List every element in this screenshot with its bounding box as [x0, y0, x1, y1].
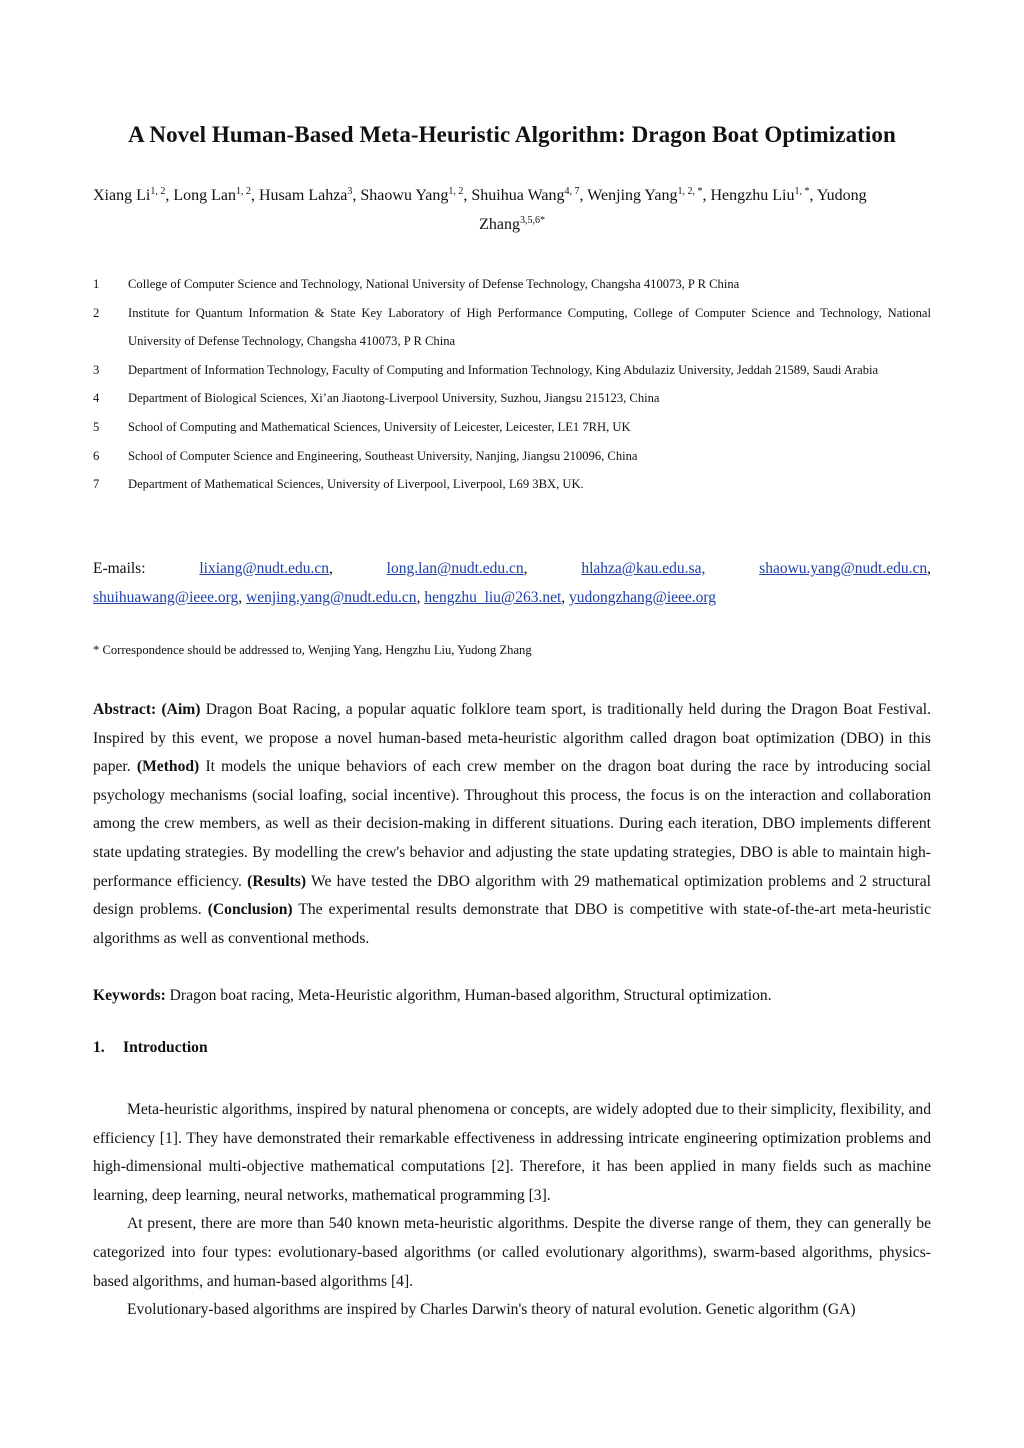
emails-label: E-mails: — [93, 560, 146, 577]
author: Shaowu Yang$^{1, 2}$, — [360, 186, 472, 204]
author: Hengzhu Liu$^{1, *}$, — [710, 186, 817, 204]
email-link[interactable]: hlahza@kau.edu.sa, — [581, 560, 706, 577]
email-entry — [581, 554, 705, 583]
email-link[interactable]: hengzhu_liu@263.net — [424, 589, 562, 606]
author: Long Lan$^{1, 2}$, — [173, 186, 259, 204]
author-line-2: Zhang$^{3,5,6*}$ — [479, 215, 545, 233]
author: Xiang Li$^{1, 2}$, — [93, 186, 174, 204]
paragraph: At present, there are more than 540 known meta-heuristic algorithms. Despite the diverse range of them, they can generally be categorized into four types: evolutionary-based algorithms (or called evolutionary algorithms), swarm-based algorithms, physics-based algorithms, and human-based algorithms [4]. — [93, 1215, 931, 1290]
introduction-body — [93, 1096, 931, 1325]
affiliation: 4 Department of Biological Sciences, Xi’an Jiaotong-Liverpool University, Suzhou, Jiangsu 215123, China — [93, 391, 660, 406]
correspondence-note: * Correspondence should be addressed to, Wenjing Yang, Hengzhu Liu, Yudong Zhang — [93, 643, 532, 657]
affiliation: 5 School of Computing and Mathematical Sciences, University of Leicester, Leicester, LE1 7RH, UK — [93, 419, 631, 434]
email-link[interactable]: wenjing.yang@nudt.edu.cn — [246, 589, 417, 606]
affiliation: 7 Department of Mathematical Sciences, University of Liverpool, Liverpool, L69 3BX, UK. — [93, 477, 584, 492]
email-row-1 — [93, 554, 931, 583]
author: Wenjing Yang$^{1, 2, *}$, — [587, 186, 711, 204]
paper-title: A Novel Human-Based Meta-Heuristic Algorithm: Dragon Boat Optimization — [128, 122, 896, 147]
email-entry: long.lan@nudt.edu.cn, — [386, 560, 528, 577]
author-list — [93, 181, 931, 239]
affiliation-list — [93, 270, 931, 499]
author: Shuihua Wang$^{4, 7}$, — [471, 186, 588, 204]
email-entry: lixiang@nudt.edu.cn, — [199, 560, 333, 577]
email-row-2: shuihuawang@ieee.org, wenjing.yang@nudt.edu.cn, hengzhu_liu@263.net, yudongzhang@ieee.org — [93, 589, 717, 606]
keywords: Keywords: Dragon boat racing, Meta-Heuristic algorithm, Human-based algorithm, Structural optimization. — [93, 987, 772, 1004]
abstract: Abstract: (Aim) Dragon Boat Racing, a popular aquatic folklore team sport, is traditionally held during the Dragon Boat Festival. Inspired by this event, we propose a novel human-based meta-heuristic algorithm called dragon boat optimization (DBO) in this paper. (Method) It models the unique behaviors of each crew member on the dragon boat during the race by introducing social psychology mechanisms (social loafing, social incentive). Throughout this process, the focus is on the interaction and collaboration among the crew members, as well as their decision-making in different situations. During each iteration, DBO implements different state updating strategies. By modelling the crew's behavior and adjusting the state updating strategies, DBO is able to maintain high-performance efficiency. (Results) We have tested the DBO algorithm with 29 mathematical optimization problems and 2 structural design problems. (Conclusion) The experimental results demonstrate that DBO is competitive with state-of-the-art meta-heuristic algorithms as well as conventional methods. — [93, 701, 931, 947]
email-link[interactable]: lixiang@nudt.edu.cn — [199, 560, 329, 577]
email-entry: shaowu.yang@nudt.edu.cn, — [759, 560, 931, 577]
email-link[interactable]: long.lan@nudt.edu.cn — [386, 560, 524, 577]
email-link[interactable]: yudongzhang@ieee.org — [569, 589, 717, 606]
email-link[interactable]: shuihuawang@ieee.org — [93, 589, 239, 606]
affiliation: 2 Institute for Quantum Information & State Key Laboratory of High Performance Computing, College of Computer Science and Technology, National University of Defense Technology, Changsha 410073, P R China — [93, 305, 931, 349]
affiliation: 1 College of Computer Science and Technology, National University of Defense Technology, Changsha 410073, P R China — [93, 277, 740, 291]
paragraph: Meta-heuristic algorithms, inspired by natural phenomena or concepts, are widely adopted due to their simplicity, flexibility, and efficiency [1]. They have demonstrated their remarkable effectiveness in addressing intricate engineering optimization problems and high-dimensional multi-objective mathematical computations [2]. Therefore, it has been applied in many fields such as machine learning, deep learning, neural networks, mathematical programming [3]. — [93, 1101, 931, 1204]
email-link[interactable]: shaowu.yang@nudt.edu.cn — [759, 560, 928, 577]
author: Husam Lahza$^3$, — [258, 186, 361, 204]
email-list — [93, 554, 931, 612]
affiliation: 3 Department of Information Technology, Faculty of Computing and Information Technology, King Abdulaziz University, Jeddah 21589, Saudi Arabia — [93, 362, 879, 377]
author-line-1 — [93, 187, 867, 204]
section-heading: 1. Introduction — [93, 1039, 208, 1056]
affiliation: 6 School of Computer Science and Engineering, Southeast University, Nanjing, Jiangsu 210096, China — [93, 448, 638, 463]
paragraph: Evolutionary-based algorithms are inspired by Charles Darwin's theory of natural evolution. Genetic algorithm (GA) — [127, 1301, 856, 1319]
author: Yudong — [816, 187, 867, 204]
